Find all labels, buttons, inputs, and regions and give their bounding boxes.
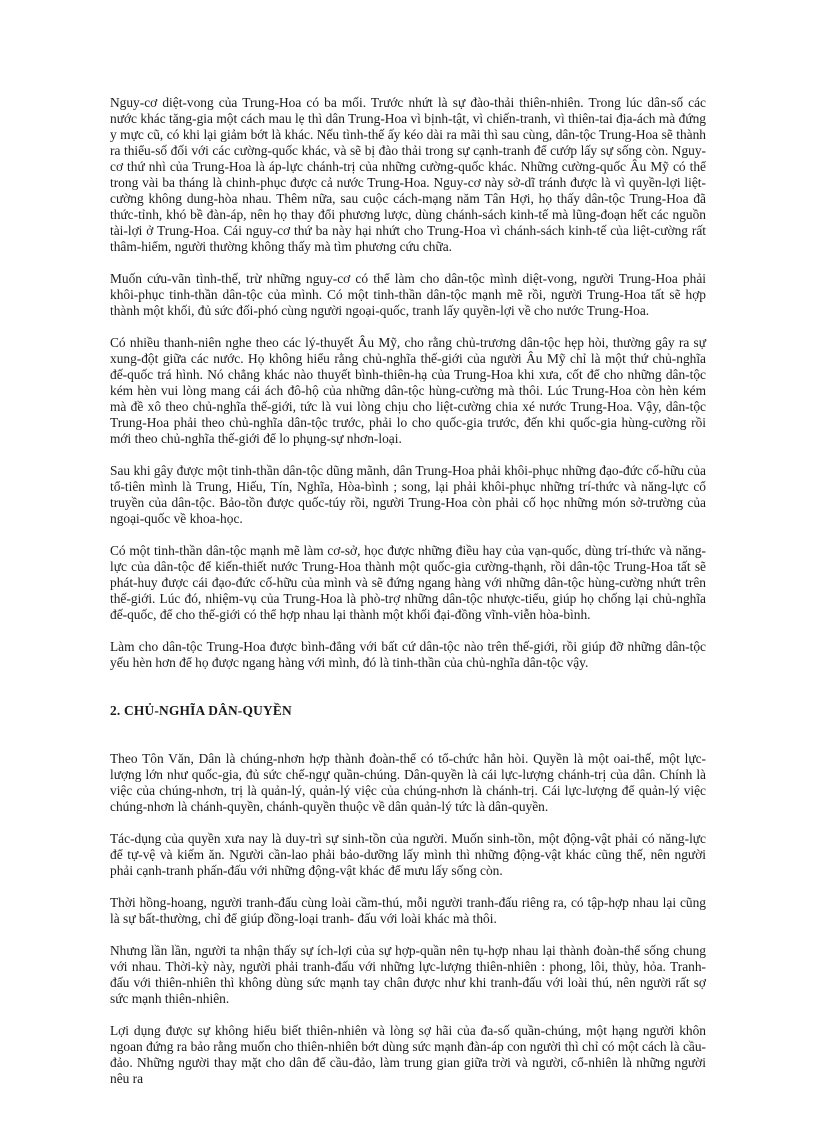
paragraph: Muốn cứu-vãn tình-thế, trừ những nguy-cơ có thể làm cho dân-tộc mình diệt-vong, người Trung-Hoa phải khôi-phục tinh-thần dân-tộc của mình. Có một tinh-thần dân-tộc mạnh mẽ rồi, người Trung-Hoa tất sẽ hợp thành một khối, đủ sức đối-phó cùng người ngoại-quốc, tranh lấy quyền-lợi về cho nước Trung-Hoa. — [110, 271, 706, 318]
paragraph: Lợi dụng được sự không hiểu biết thiên-nhiên và lòng sợ hãi của đa-số quần-chúng, một hạng người khôn ngoan đứng ra bảo rằng muốn cho thiên-nhiên bớt dùng sức mạnh đàn-áp con người thì chỉ có một cách là cầu-đảo. Những người thay mặt cho dân để cầu-đảo, làm trung gian giữa trời và người, cổ-nhiên là những người nêu ra — [110, 1023, 706, 1086]
paragraph: Làm cho dân-tộc Trung-Hoa được bình-đẳng với bất cứ dân-tộc nào trên thế-giới, rồi giúp đỡ những dân-tộc yếu hèn hơn để họ được ngang hàng với mình, đó là tinh-thần của chủ-nghĩa dân-tộc vậy. — [110, 639, 706, 670]
paragraph: Tác-dụng của quyền xưa nay là duy-trì sự sinh-tồn của người. Muốn sinh-tồn, một động-vật phải có năng-lực để tự-vệ và kiếm ăn. Người cần-lao phải bảo-dưỡng lấy mình thì những động-vật khác cũng thế, nên người phải cạnh-tranh phấn-đấu với những động-vật khác để mưu lấy sống còn. — [110, 831, 706, 878]
document-page — [110, 95, 706, 1103]
paragraph: Theo Tôn Văn, Dân là chúng-nhơn hợp thành đoàn-thể có tổ-chức hẳn hòi. Quyền là một oai-thế, một lực-lượng lớn như quốc-gia, đủ sức chế-ngự quần-chúng. Dân-quyền là cái lực-lượng chánh-trị của dân. Chính là việc của chúng-nhơn, trị là quản-lý, quản-lý việc của chúng-nhơn là chánh-trị. Cái lực-lượng để quản-lý việc chúng-nhơn là chánh-quyền, chánh-quyền thuộc về dân quản-lý tức là dân-quyền. — [110, 751, 706, 814]
paragraph: Có nhiều thanh-niên nghe theo các lý-thuyết Âu Mỹ, cho rằng chủ-trương dân-tộc hẹp hòi, thường gây ra sự xung-đột giữa các nước. Họ không hiểu rằng chủ-nghĩa thế-giới của người Âu Mỹ chỉ là một thứ chủ-nghĩa đế-quốc trá hình. Nó chẳng khác nào thuyết bình-thiên-hạ của Trung-Hoa khi xưa, cốt để cho những dân-tộc kém hèn vui lòng mang cái ách đô-hộ của những dân-tộc hùng-cường mà thôi. Lúc Trung-Hoa còn hèn kém mà đề xô theo chủ-nghĩa thế-giới, tức là vui lòng chịu cho liệt-cường chia xé nước Trung-Hoa. Vậy, dân-tộc Trung-Hoa phải theo chủ-nghĩa dân-tộc trước, phải lo cho quốc-gia trước, đến khi quốc-gia hùng-cường rồi mới theo chủ-nghĩa thế-giới để lo phụng-sự nhơn-loại. — [110, 335, 706, 446]
paragraph: Nhưng lần lần, người ta nhận thấy sự ích-lợi của sự hợp-quần nên tụ-hợp nhau lại thành đoàn-thể sống chung với nhau. Thời-kỳ này, người phải tranh-đấu với những lực-lượng thiên-nhiên : phong, lôi, thủy, hỏa. Tranh-đấu với thiên-nhiên thì không dùng sức mạnh tay chân được như khi tranh-đấu với loài thú, nên người rất sợ sức mạnh thiên-nhiên. — [110, 943, 706, 1006]
paragraph: Thời hồng-hoang, người tranh-đấu cùng loài cầm-thú, mỗi người tranh-đấu riêng ra, có tập-hợp nhau lại cũng là sự bất-thường, chỉ để giúp đồng-loại tranh- đấu với loài khác mà thôi. — [110, 895, 706, 926]
paragraph: Có một tinh-thần dân-tộc mạnh mẽ làm cơ-sở, học được những điều hay của vạn-quốc, dùng trí-thức và năng-lực của dân-tộc để kiến-thiết nước Trung-Hoa thành một quốc-gia cường-thạnh, rồi dân-tộc Trung-Hoa tất sẽ phát-huy được cái đạo-đức cố-hữu của mình và sẽ đứng ngang hàng với những dân-tộc hùng-cường nhứt trên thế-giới. Lúc đó, nhiệm-vụ của Trung-Hoa là phò-trợ những dân-tộc nhược-tiểu, giúp họ chống lại chủ-nghĩa đế-quốc, để cho thế-giới có thể hợp nhau lại thành một khối đại-đồng vĩnh-viễn hòa-bình. — [110, 543, 706, 622]
paragraph: Sau khi gây được một tinh-thần dân-tộc dũng mãnh, dân Trung-Hoa phải khôi-phục những đạo-đức cố-hữu của tổ-tiên mình là Trung, Hiếu, Tín, Nghĩa, Hòa-bình ; song, lại phải khôi-phục những trí-thức và năng-lực cổ truyền của dân-tộc. Bảo-tồn được quốc-túy rồi, người Trung-Hoa còn phải cố học những món sở-trường của ngoại-quốc về khoa-học. — [110, 463, 706, 526]
section-heading: 2. CHỦ-NGHĨA DÂN-QUYỀN — [110, 703, 292, 718]
paragraph: Nguy-cơ diệt-vong của Trung-Hoa có ba mối. Trước nhứt là sự đào-thải thiên-nhiên. Trong lúc dân-số các nước khác tăng-gia một cách mau lẹ thì dân Trung-Hoa vì bịnh-tật, vì chiến-tranh, vì thiên-tai địa-ách mà đứng y mực cũ, có khi lại giảm bớt là khác. Nếu tình-thế ấy kéo dài ra mãi thì sau cùng, dân-tộc Trung-Hoa sẽ thành ra thiểu-số đối với các cường-quốc khác, và sẽ bị đào thải trong sự cạnh-tranh để cướp lấy sự sống còn. Nguy-cơ thứ nhì của Trung-Hoa là áp-lực chánh-trị của những cường-quốc khác. Những cường-quốc Âu Mỹ có thể trong vài ba tháng là chinh-phục được cả nước Trung-Hoa. Nguy-cơ này sở-dĩ tránh được là vì quyền-lợi liệt-cường không dung-hòa nhau. Thêm nữa, sau cuộc cách-mạng năm Tân Hợi, họ thấy dân-tộc Trung-Hoa đã thức-tỉnh, khó bề đàn-áp, nên họ thay đổi phương lược, dùng chánh-sách kinh-tế mà lũng-đoạn hết các nguồn tài-lợi ở Trung-Hoa. Cái nguy-cơ thứ ba này hại nhứt cho Trung-Hoa vì chánh-sách kinh-tế của liệt-cường rất thâm-hiểm, người thường không thấy mà tìm phương cứu chữa. — [110, 95, 706, 254]
